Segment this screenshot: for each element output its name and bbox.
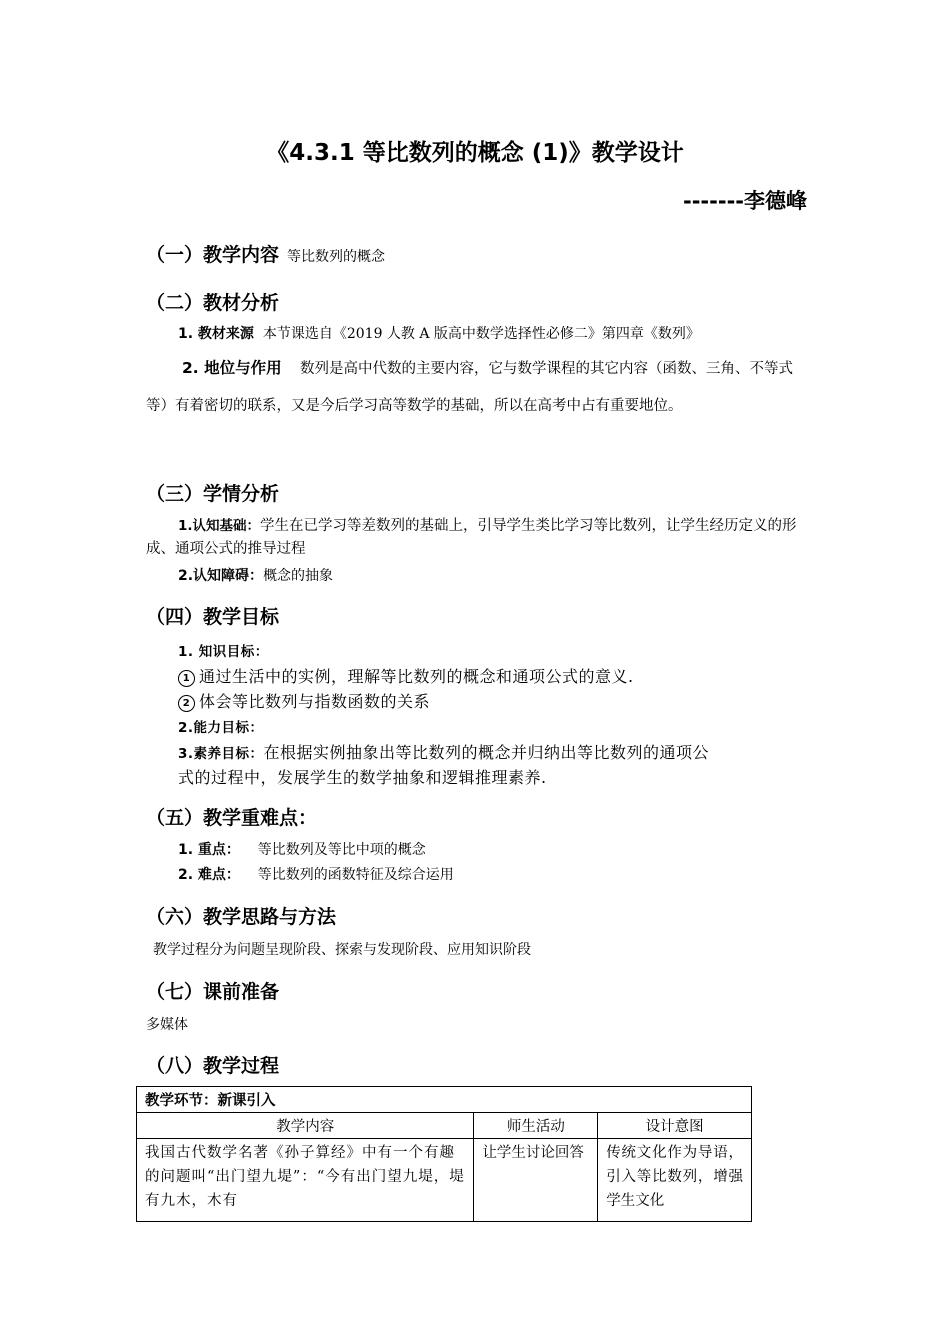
textbook-source [178,324,700,344]
knowledge-goal-label [178,640,269,660]
column-header-intent: 设计意图 [598,1113,752,1139]
ability-goal [178,716,264,736]
position-role-label: 2. 地位与作用 [182,359,282,377]
textbook-source-text: 本节课选自《2019 人教 A 版高中数学选择性必修二》第四章《数列》 [262,326,700,342]
row-activity-cell: 让学生讨论回答 [474,1139,598,1222]
section-6-content: 教学过程分为问题呈现阶段、探索与发现阶段、应用知识阶段 [153,942,531,958]
row-intent-cell: 传统文化作为导语，引入等比数列，增强学生文化 [598,1139,752,1222]
knowledge-goal-2-text: 体会等比数列与指数函数的关系 [199,692,431,711]
stage-cell: 教学环节：新课引入 [137,1087,752,1113]
textbook-source-label: 1. 教材来源 [178,326,254,342]
literacy-goal-text-line2: 式的过程中，发展学生的数学抽象和逻辑推理素养. [178,768,547,787]
literacy-goal-continued [178,765,547,788]
section-7-heading: （七）课前准备 [146,981,280,1003]
cognitive-basis [146,515,806,561]
row-content-cell: 我国古代数学名著《孙子算经》中有一个有趣的问题叫“出门望九堤”：“今有出门望九堤，堤有九木，木有 [137,1139,474,1222]
section-7-content: 多媒体 [146,1017,188,1033]
column-header-activity: 师生活动 [474,1113,598,1139]
teaching-process-table [136,1086,752,1222]
knowledge-goal-label-text: 1. 知识目标： [178,644,269,660]
section-6-heading: （六）教学思路与方法 [146,906,337,928]
knowledge-goal-1-text: 通过生活中的实例，理解等比数列的概念和通项公式的意义. [199,667,634,686]
circled-number-icon: 1 [178,670,195,687]
column-header-content: 教学内容 [137,1113,474,1139]
author-line: -------李德峰 [682,189,807,213]
difficult-point-text: 等比数列的函数特征及综合运用 [257,867,454,883]
difficult-point-label: 2. 难点： [178,867,240,883]
table-header-row [137,1113,752,1139]
section-1-content: 等比数列的概念 [287,249,386,265]
knowledge-goal-1 [178,664,634,687]
key-point-label: 1. 重点： [178,842,240,858]
key-point-text: 等比数列及等比中项的概念 [257,842,426,858]
table-row [137,1139,752,1222]
knowledge-goal-2 [178,689,430,712]
cognitive-obstacle-text: 概念的抽象 [263,568,334,584]
stage-row [137,1087,752,1113]
section-1-heading [146,240,385,267]
position-role-text: 数列是高中代数的主要内容，它与数学课程的其它内容（函数、三角、不等式等）有着密切的联系，又是今后学习高等数学的基础，所以在高考中占有重要地位。 [146,361,794,414]
circled-number-icon: 2 [178,695,195,712]
section-4-heading: （四）教学目标 [146,606,280,628]
literacy-goal [178,740,709,763]
literacy-goal-text-line1: 在根据实例抽象出等比数列的概念并归纳出等比数列的通项公 [263,743,710,762]
cognitive-obstacle-label: 2.认知障碍： [178,568,264,584]
section-3-heading: （三）学情分析 [146,483,280,505]
difficult-point [178,865,454,885]
section-8-heading: （八）教学过程 [146,1055,280,1077]
ability-goal-label: 2.能力目标： [178,720,264,736]
literacy-goal-label: 3.素养目标： [178,746,264,762]
section-heading-text: （一）教学内容 [146,244,280,266]
cognitive-basis-text: 学生在已学习等差数列的基础上，引导学生类比学习等比数列，让学生经历定义的形成、通项公式的推导过程 [146,518,797,557]
document-title: 《4.3.1 等比数列的概念 (1)》教学设计 [266,140,684,166]
key-point [178,840,426,860]
cognitive-obstacle [178,566,333,586]
position-and-role [146,350,806,425]
section-2-heading: （二）教材分析 [146,292,280,314]
section-5-heading: （五）教学重难点： [146,807,318,829]
cognitive-basis-label: 1.认知基础： [178,518,261,534]
